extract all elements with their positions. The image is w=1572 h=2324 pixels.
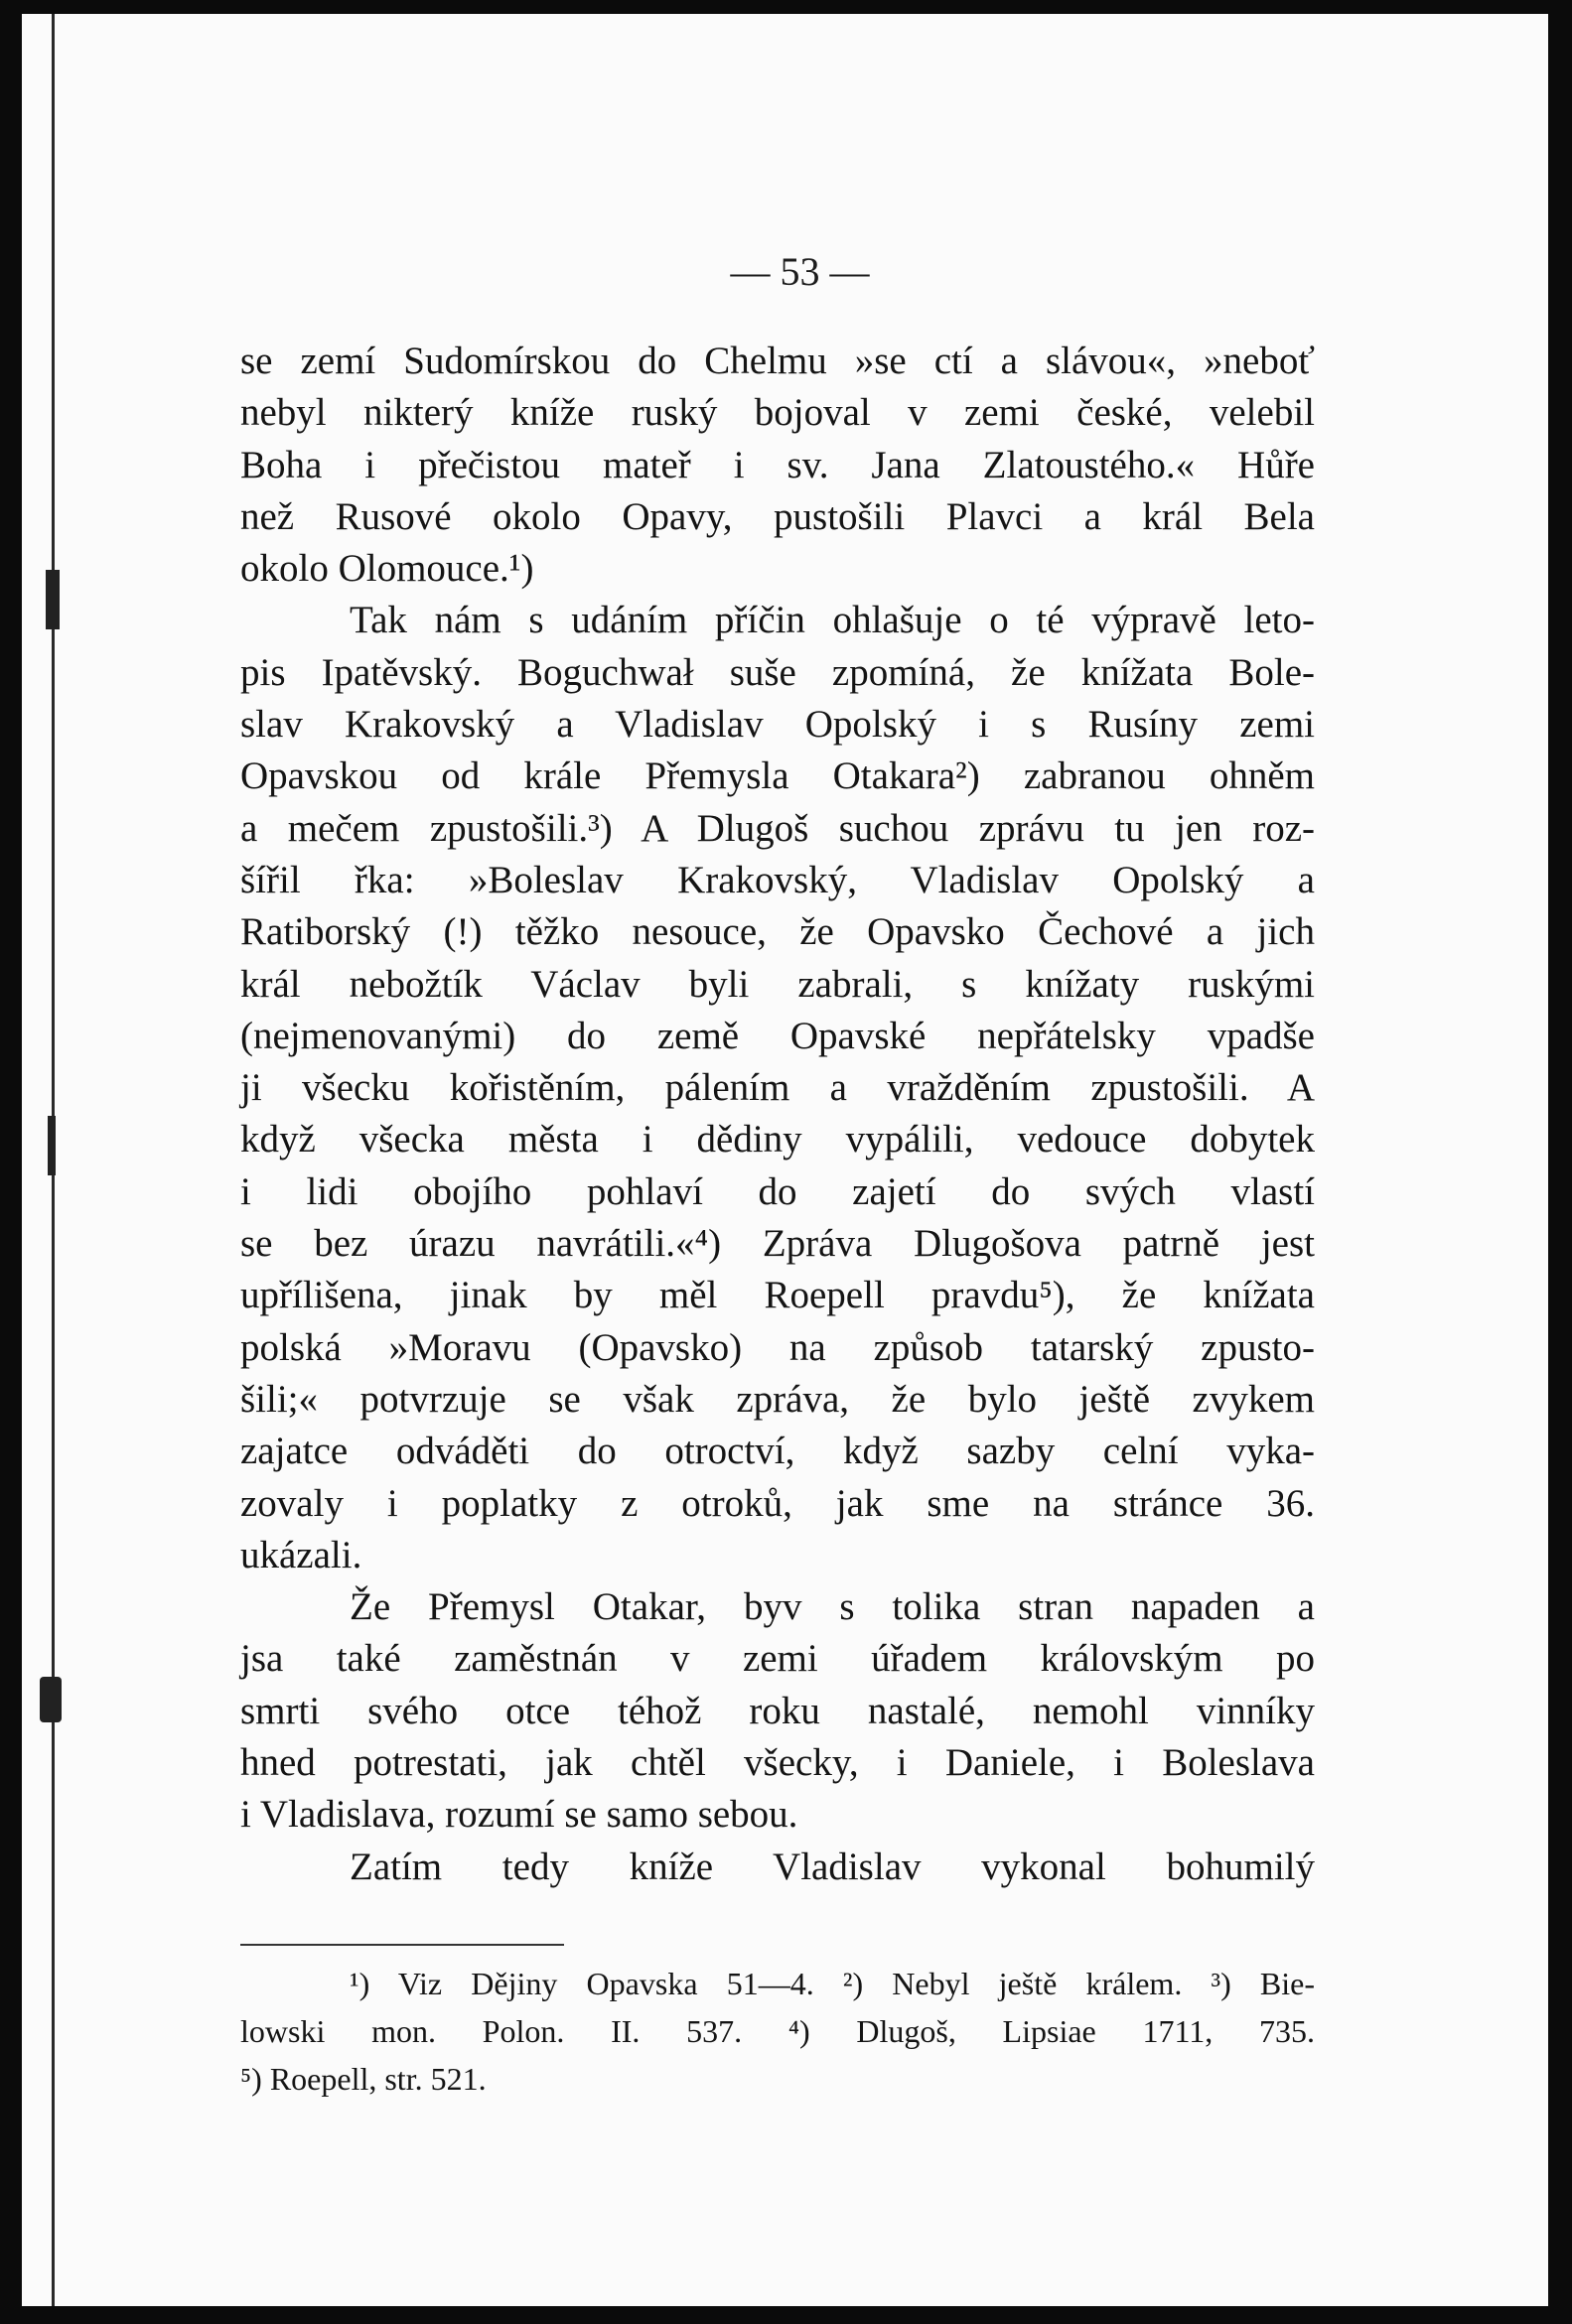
footnote-line: ¹) Viz Dějiny Opavska 51—4. ²) Nebyl ještě králem. ³) Bie- [350,1966,1315,2001]
text-line: než Rusové okolo Opavy, pustošili Plavci a král Bela [240,494,1315,538]
paragraph-start: Že Přemysl Otakar, byv s tolika stran napaden a [350,1585,1315,1629]
binding-mark [46,570,60,629]
text-line: Boha i přečistou mateř i sv. Jana Zlatoustého.« Hůře [240,443,1315,486]
text-line: ji všecku kořistěním, pálením a vražděním zpustošili. A [240,1066,1315,1110]
text-line: šířil řka: »Boleslav Krakovský, Vladislav Opolský a [240,858,1315,901]
text-line: král nebožtík Václav byli zabrali, s knížaty ruskými [240,962,1315,1006]
text-line: se zemí Sudomírskou do Chelmu »se ctí a slávou«, »neboť [240,340,1315,382]
text-line: okolo Olomouce.¹) [240,547,534,591]
page-number: — 53 — [730,249,870,294]
paragraph-start: Tak nám s udáním příčin ohlašuje o té výpravě leto- [350,599,1315,642]
body-text [240,336,1315,1893]
text-line: Ratiborský (!) těžko nesouce, že Opavsko Čechové a jich [240,910,1315,954]
text-line: upřílišena, jinak by měl Roepell pravdu⁵), že knížata [240,1274,1315,1317]
text-line: i lidi obojího pohlaví do zajetí do svých vlastí [240,1169,1315,1213]
text-line: nebyl nikterý kníže ruský bojoval v zemi české, velebil [240,391,1315,435]
book-page [22,14,1548,2306]
text-line: jsa také zaměstnán v zemi úřadem královským po [240,1637,1315,1681]
text-line: zovaly i poplatky z otroků, jak sme na stránce 36. [240,1481,1315,1525]
text-line: (nejmenovanými) do země Opavské nepřátelsky vpadše [240,1014,1315,1057]
text-line: šili;« potvrzuje se však zpráva, že bylo ještě zvykem [240,1377,1315,1421]
text-line: slav Krakovský a Vladislav Opolský i s Rusíny zemi [240,703,1315,747]
text-line: smrti svého otce téhož roku nastalé, nemohl vinníky [240,1689,1315,1732]
text-line: i Vladislava, rozumí se samo sebou. [240,1793,798,1837]
text-line: polská »Moravu (Opavsko) na způsob tatarský zpusto- [240,1325,1315,1369]
footnote-line: lowski mon. Polon. II. 537. ⁴) Dlugoš, Lipsiae 1711, 735. [240,2013,1315,2049]
text-line: zajatce odváděti do otroctví, když sazby celní vyka- [240,1430,1315,1473]
text-line: pis Ipatěvský. Boguchwał suše zpomíná, že knížata Bole- [240,650,1315,694]
binding-mark [48,1116,56,1175]
footnote-line: ⁵) Roepell, str. 521. [240,2061,487,2097]
text-line: hned potrestati, jak chtěl všecky, i Daniele, i Boleslava [240,1741,1315,1785]
text-line: když všecka města i dědiny vypálili, vedouce dobytek [240,1118,1315,1162]
binding-mark [40,1677,62,1722]
text-line: se bez úrazu navrátili.«⁴) Zpráva Dlugošova patrně jest [240,1222,1315,1266]
text-line: a mečem zpustošili.³) A Dlugoš suchou zprávu tu jen roz- [240,806,1315,850]
footnote-rule [240,1944,564,1946]
footnotes [240,1960,1315,2103]
text-line: ukázali. [240,1533,362,1576]
paragraph-start: Zatím tedy kníže Vladislav vykonal bohumilý [350,1845,1315,1888]
text-line: Opavskou od krále Přemysla Otakara²) zabranou ohněm [240,754,1315,798]
